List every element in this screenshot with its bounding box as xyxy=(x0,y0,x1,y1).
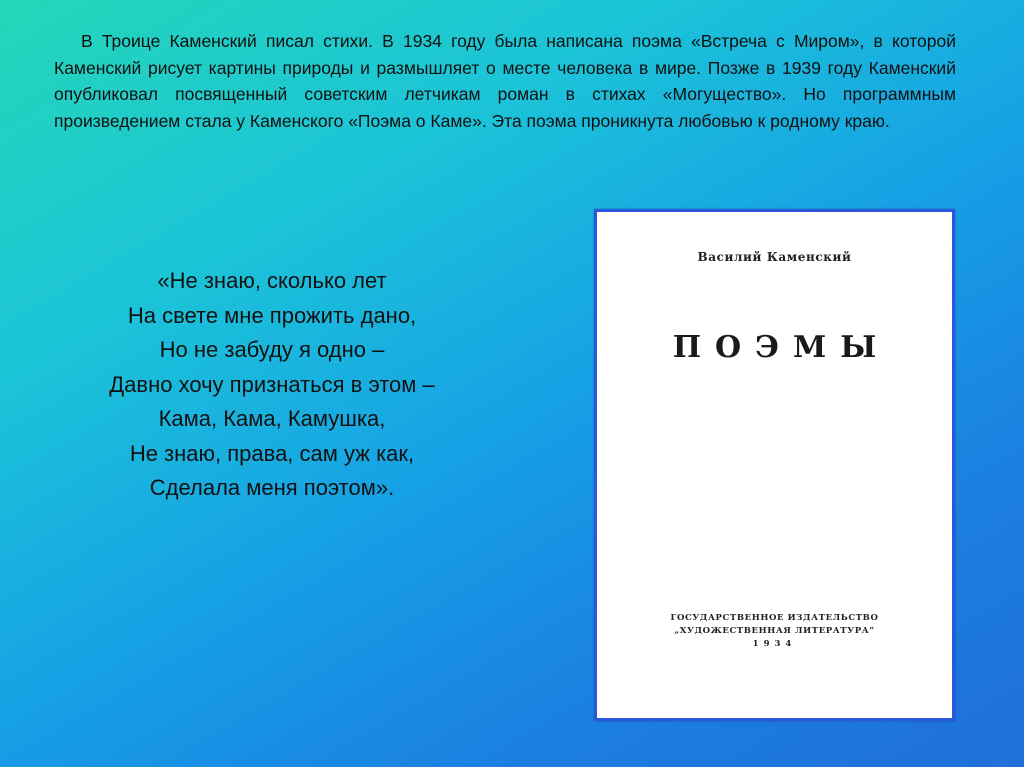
book-title: ПОЭМЫ xyxy=(672,330,891,365)
poem-line: «Не знаю, сколько лет xyxy=(157,268,387,293)
poem-line: Давно хочу признаться в этом – xyxy=(109,371,435,397)
poem-line: На свете мне прожить дано, xyxy=(127,302,417,328)
poem-line: Сделала меня поэтом». xyxy=(149,475,395,500)
book-cover-image xyxy=(594,209,955,721)
publication-year: 1934 xyxy=(752,639,797,649)
publisher-imprint: „ХУДОЖЕСТВЕННАЯ ЛИТЕРАТУРА“ xyxy=(674,626,875,636)
publisher-name: ГОСУДАРСТВЕННОЕ ИЗДАТЕЛЬСТВО xyxy=(670,613,879,623)
poem-quote xyxy=(70,264,474,506)
intro-paragraph: В Троице Каменский писал стихи. В 1934 году была написана поэма «Встреча с Миром», в которой Каменский рисует картины природы и размышляет о месте человека в мире. Позже в 1939 году Каменский опубликовал посвященный советским летчикам роман в стихах «Могущество». Но программным произведением стала у Каменского «Поэма о Каме». Эта поэма проникнута любовью к родному краю. xyxy=(54,31,956,131)
poem-line: Кама, Кама, Камушка, xyxy=(158,406,386,431)
book-publisher xyxy=(597,612,952,651)
book-author: Василий Каменский xyxy=(697,250,852,264)
poem-line: Не знаю, права, сам уж как, xyxy=(129,440,415,466)
poem-line: Но не забуду я одно – xyxy=(159,337,385,362)
